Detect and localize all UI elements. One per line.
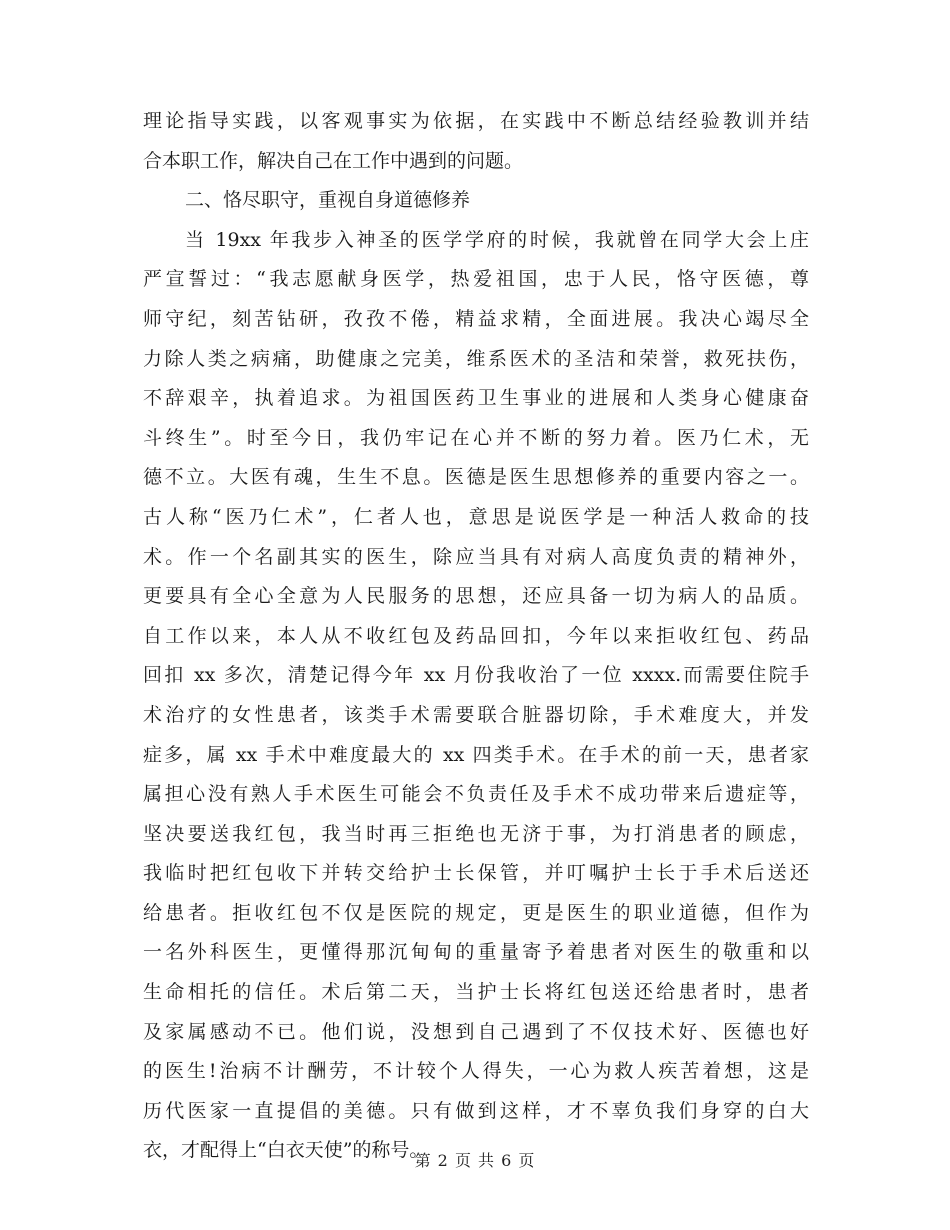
text-line: 生命相托的信任。术后第二天，当护士长将红包送还给患者时，患者: [143, 981, 809, 1004]
text-line: 坚决要送我红包，我当时再三拒绝也无济于事，为打消患者的顾虑，: [143, 822, 809, 845]
text-line: 一名外科医生，更懂得那沉甸甸的重量寄予着患者对医生的敬重和以: [143, 941, 809, 964]
document-body: [143, 102, 809, 1171]
text-line: 德不立。大医有魂，生生不息。医德是医生思想修养的重要内容之一。: [143, 466, 809, 489]
text-line: 术治疗的女性患者，该类手术需要联合脏器切除，手术难度大，并发: [143, 703, 809, 726]
text-line: 回扣 xx 多次，清楚记得今年 xx 月份我收治了一位 xxxx.而需要住院手: [143, 664, 809, 687]
text-line: 的医生!治病不计酬劳，不计较个人得失，一心为救人疾苦着想，这是: [143, 1060, 809, 1083]
page-number-label: 第 2 页 共 6 页: [414, 1151, 536, 1170]
text-line: 合本职工作，解决自己在工作中遇到的问题。: [143, 149, 524, 172]
text-line: 二、恪尽职守，重视自身道德修养: [185, 189, 471, 212]
text-line: 古人称“医乃仁术”，仁者人也，意思是说医学是一种活人救命的技: [143, 505, 809, 528]
text-line: 及家属感动不已。他们说，没想到自己遇到了不仅技术好、医德也好: [143, 1020, 809, 1043]
text-line: 当 19xx 年我步入神圣的医学学府的时候，我就曾在同学大会上庄: [185, 228, 809, 251]
text-line: 力除人类之病痛，助健康之完美，维系医术的圣洁和荣誉，救死扶伤，: [143, 347, 809, 370]
text-line: 衣，才配得上“白衣天使”的称号。: [143, 1139, 429, 1162]
text-line: 严宣誓过：“我志愿献身医学，热爱祖国，忠于人民，恪守医德，尊: [143, 268, 809, 291]
text-line: 师守纪，刻苦钻研，孜孜不倦，精益求精，全面进展。我决心竭尽全: [143, 307, 809, 330]
text-line: 不辞艰辛，执着追求。为祖国医药卫生事业的进展和人类身心健康奋: [143, 387, 809, 410]
text-line: 自工作以来，本人从不收红包及药品回扣，今年以来拒收红包、药品: [143, 624, 809, 647]
text-line: 历代医家一直提倡的美德。只有做到这样，才不辜负我们身穿的白大: [143, 1099, 809, 1122]
page-footer: [0, 1148, 950, 1171]
text-line: 斗终生”。时至今日，我仍牢记在心并不断的努力着。医乃仁术，无: [143, 426, 809, 449]
text-line: 理论指导实践，以客观事实为依据，在实践中不断总结经验教训并结: [143, 110, 809, 132]
text-line: 我临时把红包收下并转交给护士长保管，并叮嘱护士长于手术后送还: [143, 862, 809, 885]
text-line: 属担心没有熟人手术医生可能会不负责任及手术不成功带来后遗症等，: [143, 783, 809, 806]
text-line: 给患者。拒收红包不仅是医院的规定，更是医生的职业道德，但作为: [143, 901, 809, 924]
text-line: 症多，属 xx 手术中难度最大的 xx 四类手术。在手术的前一天，患者家: [143, 743, 809, 766]
text-line: 更要具有全心全意为人民服务的思想，还应具备一切为病人的品质。: [143, 585, 809, 608]
text-line: 术。作一个名副其实的医生，除应当具有对病人高度负责的精神外，: [143, 545, 809, 568]
